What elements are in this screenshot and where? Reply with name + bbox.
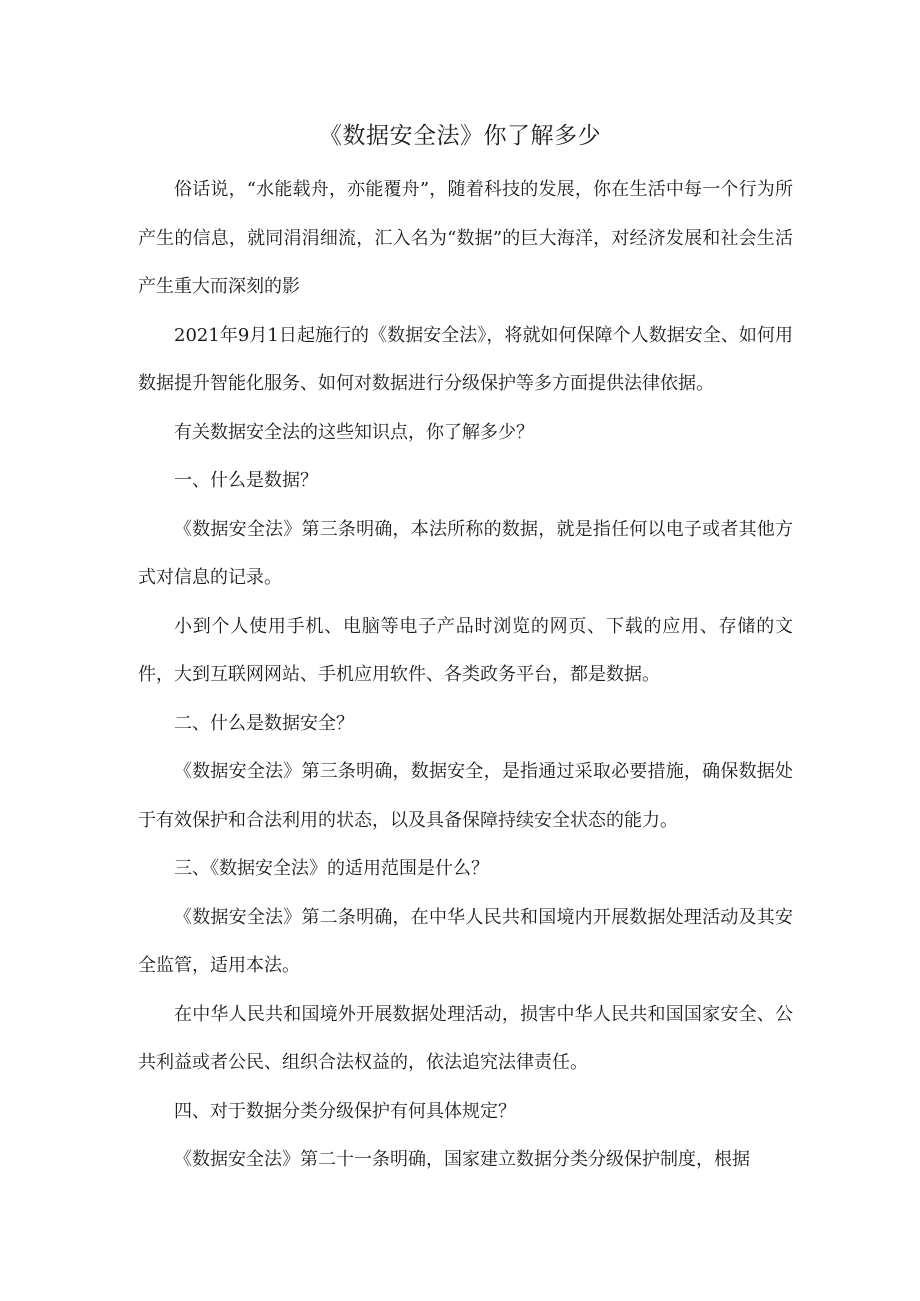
paragraph-intro: 俗话说，“水能载舟，亦能覆舟”，随着科技的发展，你在生活中每一个行为所产生的信息，就同涓涓细流，汇入名为“数据”的巨大海洋，对经济发展和社会生活产生重大而深刻的影 [138,179,793,297]
paragraph-question: 有关数据安全法的这些知识点，你了解多少？ [174,421,534,443]
paragraph-scope-domestic: 《数据安全法》第二条明确，在中华人民共和国境内开展数据处理活动及其安全监管，适用本法。 [138,906,793,976]
document-body [138,166,793,1185]
paragraph-definition-data: 《数据安全法》第三条明确，本法所称的数据，就是指任何以电子或者其他方式对信息的记录。 [138,518,793,588]
paragraph-scope-overseas: 在中华人民共和国境外开展数据处理活动，损害中华人民共和国国家安全、公共利益或者公民、组织合法权益的，依法追究法律责任。 [138,1003,793,1073]
paragraph-data-examples: 小到个人使用手机、电脑等电子产品时浏览的网页、下载的应用、存储的文件，大到互联网网站、手机应用软件、各类政务平台，都是数据。 [138,615,793,685]
section-heading-4: 四、对于数据分类分级保护有何具体规定？ [174,1100,516,1122]
paragraph-classification: 《数据安全法》第二十一条明确，国家建立数据分类分级保护制度，根据 [174,1149,750,1170]
paragraph-effective-date: 2021年9月1日起施行的《数据安全法》，将就如何保障个人数据安全、如何用数据提升智能化服务、如何对数据进行分级保护等多方面提供法律依据。 [138,324,793,394]
section-heading-3: 三、《数据安全法》的适用范围是什么？ [174,858,489,879]
paragraph-definition-security: 《数据安全法》第三条明确，数据安全，是指通过采取必要措施，确保数据处于有效保护和合法利用的状态，以及具备保障持续安全状态的能力。 [138,761,793,831]
section-heading-2: 二、什么是数据安全？ [174,712,354,734]
document-title: 《数据安全法》你了解多少 [319,123,601,149]
section-heading-1: 一、什么是数据？ [174,470,318,491]
